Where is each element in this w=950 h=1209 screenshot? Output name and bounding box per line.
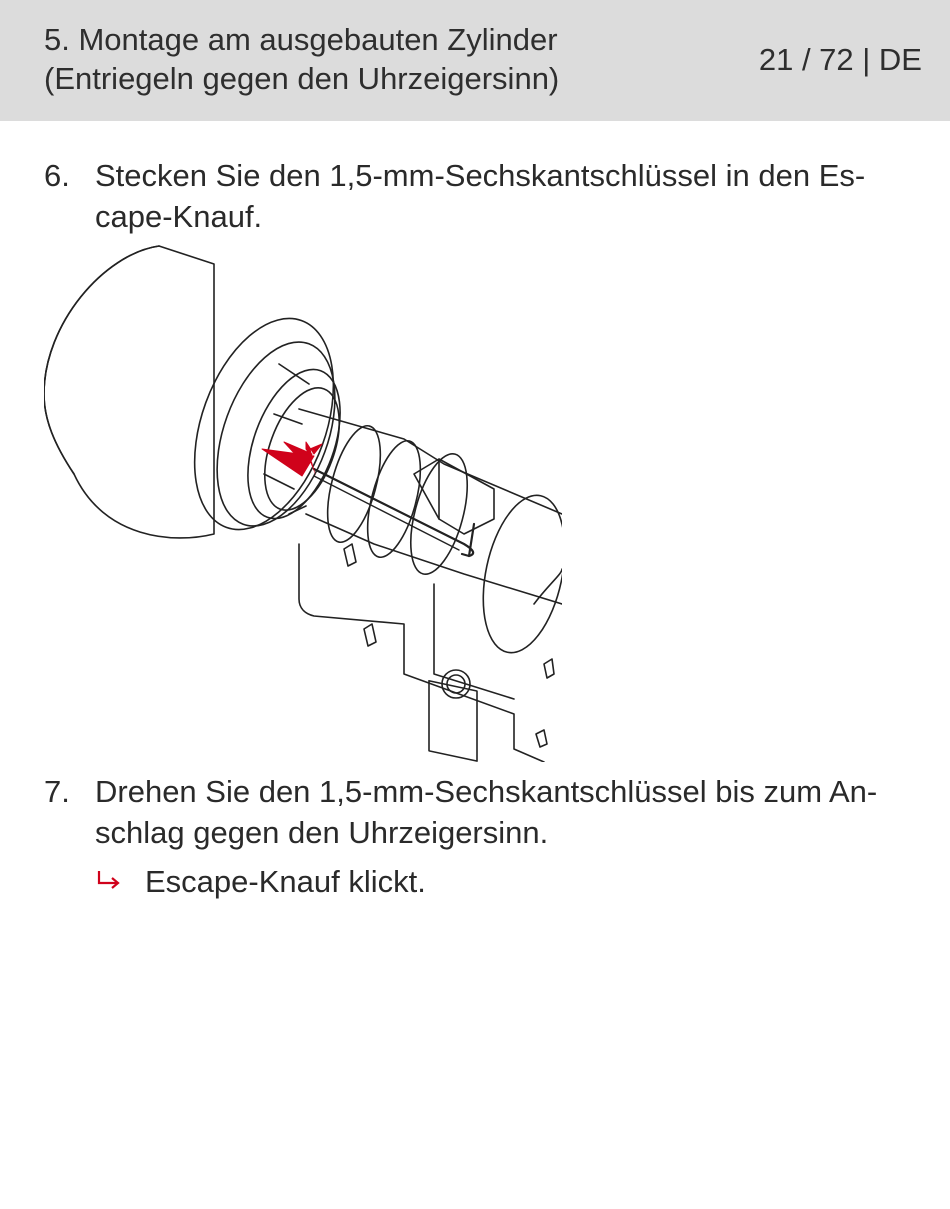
shaft-end-ring — [470, 488, 562, 660]
step-text-line-2: schlag gegen den Uhrzeigersinn. — [95, 815, 549, 850]
step-7 — [44, 771, 924, 853]
cam-block — [414, 459, 494, 534]
section-title-line-1: 5. Montage am ausgebauten Zylinder — [44, 22, 558, 57]
page-number: 21 / 72 | DE — [758, 42, 922, 77]
result-text: Escape-Knauf klickt. — [145, 864, 426, 899]
step-text-line-2: cape-Knauf. — [95, 199, 263, 234]
knob-front-ring — [168, 299, 360, 548]
step-number: 7. — [44, 774, 70, 809]
knob-rim — [44, 246, 159, 474]
knob-body — [44, 246, 214, 538]
section-title — [44, 20, 684, 98]
step-text — [95, 155, 925, 237]
shaft-segment-2 — [357, 435, 431, 562]
page-header — [0, 0, 950, 121]
step-text-line-1: Stecken Sie den 1,5-mm-Sechskantschlüssel in den Es- — [95, 158, 866, 193]
step-result — [95, 861, 426, 902]
step-text-line-1: Drehen Sie den 1,5-mm-Sechskantschlüssel bis zum An- — [95, 774, 878, 809]
step-text — [95, 771, 925, 853]
hex-key — [314, 469, 473, 556]
step-6 — [44, 155, 924, 237]
knob-inner-ring-1 — [194, 326, 357, 542]
result-arrow-icon — [95, 861, 131, 902]
cylinder-illustration — [44, 244, 562, 762]
section-title-line-2: (Entriegeln gegen den Uhrzeigersinn) — [44, 61, 560, 96]
step-number: 6. — [44, 158, 70, 193]
